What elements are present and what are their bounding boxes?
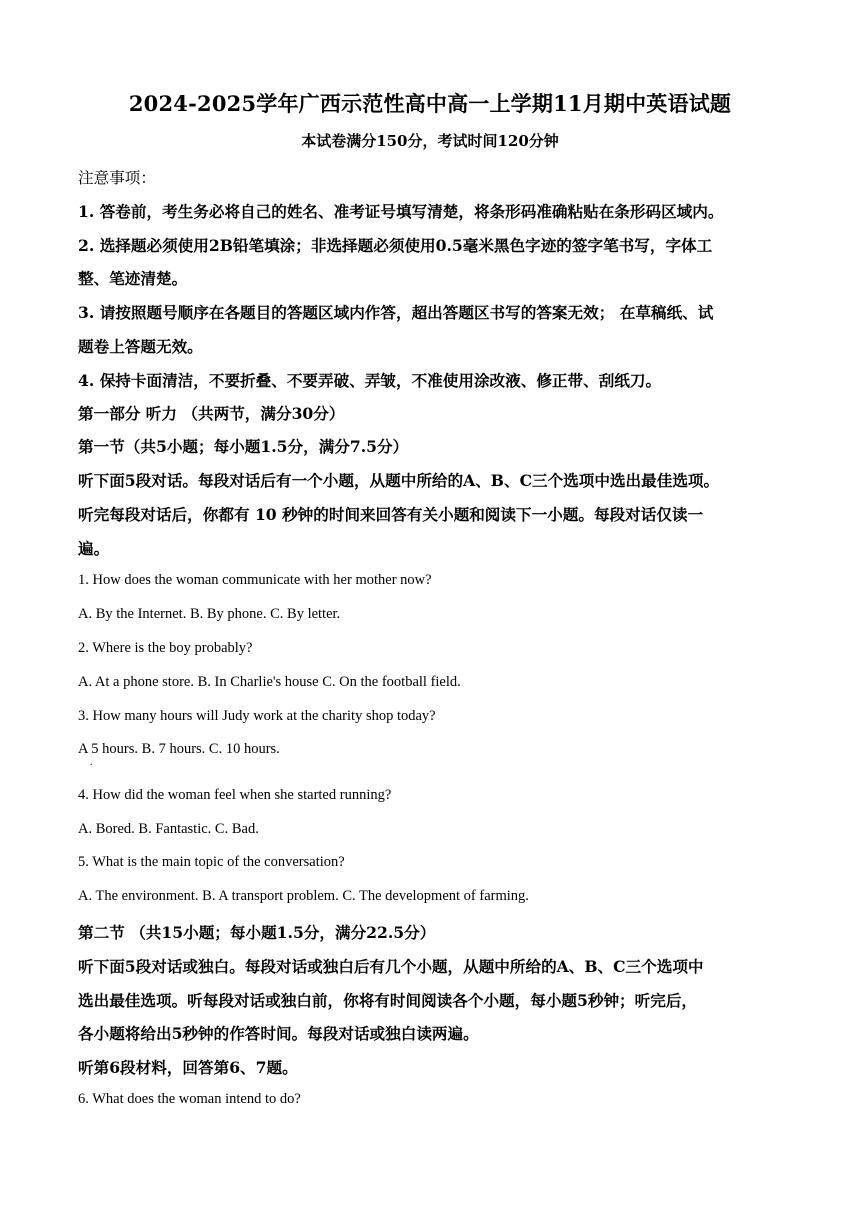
page-title: 2024-2025学年广西示范性高中高一上学期11月期中英语试题 — [128, 91, 732, 116]
section2-instructions-1: 听下面5段对话或独白。每段对话或独白后有几个小题，从题中所给的A、B、C三个选项中 — [78, 957, 704, 976]
question-6: 6. What does the woman intend to do? — [78, 1091, 301, 1107]
question-3-options: A 5 hours. B. 7 hours. C. 10 hours. — [78, 741, 280, 757]
notice-item-3-cont: 题卷上答题无效。 — [78, 337, 203, 356]
section2-heading: 第二节 （共15小题；每小题1.5分，满分22.5分） — [78, 923, 436, 942]
section2-instructions-2: 选出最佳选项。听每段对话或独白前，你将有时间阅读各个小题，每小题5秒钟；听完后， — [78, 991, 698, 1010]
part1-heading: 第一部分 听力 （共两节，满分30分） — [78, 404, 345, 423]
question-1-options: A. By the Internet. B. By phone. C. By letter. — [78, 606, 341, 622]
question-5: 5. What is the main topic of the conversation? — [78, 854, 345, 870]
notice-item-4: 4. 保持卡面清洁，不要折叠、不要弄破、弄皱，不准使用涂改液、修正带、刮纸刀。 — [78, 371, 662, 390]
stray-mark: . — [90, 757, 93, 768]
notice-item-2-cont: 整、笔迹清楚。 — [78, 269, 188, 288]
question-4-options: A. Bored. B. Fantastic. C. Bad. — [78, 821, 259, 837]
question-1: 1. How does the woman communicate with her mother now? — [78, 572, 432, 588]
section1-heading: 第一节（共5小题；每小题1.5分，满分7.5分） — [78, 437, 409, 456]
section1-instructions-3: 遍。 — [78, 539, 110, 558]
section1-instructions-2: 听完每段对话后，你都有 10 秒钟的时间来回答有关小题和阅读下一小题。每段对话仅读一 — [78, 505, 704, 524]
question-5-options: A. The environment. B. A transport problem. C. The development of farming. — [78, 888, 529, 904]
section2-instructions-3: 各小题将给出5秒钟的作答时间。每段对话或独白读两遍。 — [78, 1024, 479, 1043]
question-4: 4. How did the woman feel when she started running? — [78, 787, 392, 803]
notice-item-3: 3. 请按照题号顺序在各题目的答题区域内作答，超出答题区书写的答案无效； 在草稿纸、试 — [78, 303, 714, 322]
notice-heading: 注意事项： — [78, 169, 156, 187]
section1-instructions-1: 听下面5段对话。每段对话后有一个小题，从题中所给的A、B、C三个选项中选出最佳选项。 — [78, 471, 720, 490]
question-3: 3. How many hours will Judy work at the charity shop today? — [78, 708, 436, 724]
question-2: 2. Where is the boy probably? — [78, 640, 253, 656]
notice-item-2: 2. 选择题必须使用2B铅笔填涂；非选择题必须使用0.5毫米黑色字迹的签字笔书写，字体工 — [78, 236, 713, 255]
exam-subtitle: 本试卷满分150分，考试时间120分钟 — [301, 132, 559, 150]
notice-item-1: 1. 答卷前，考生务必将自己的姓名、准考证号填写清楚，将条形码准确粘贴在条形码区域内。 — [78, 202, 724, 221]
material-6-heading: 听第6段材料，回答第6、7题。 — [78, 1058, 298, 1077]
question-2-options: A. At a phone store. B. In Charlie's house C. On the football field. — [78, 674, 461, 690]
